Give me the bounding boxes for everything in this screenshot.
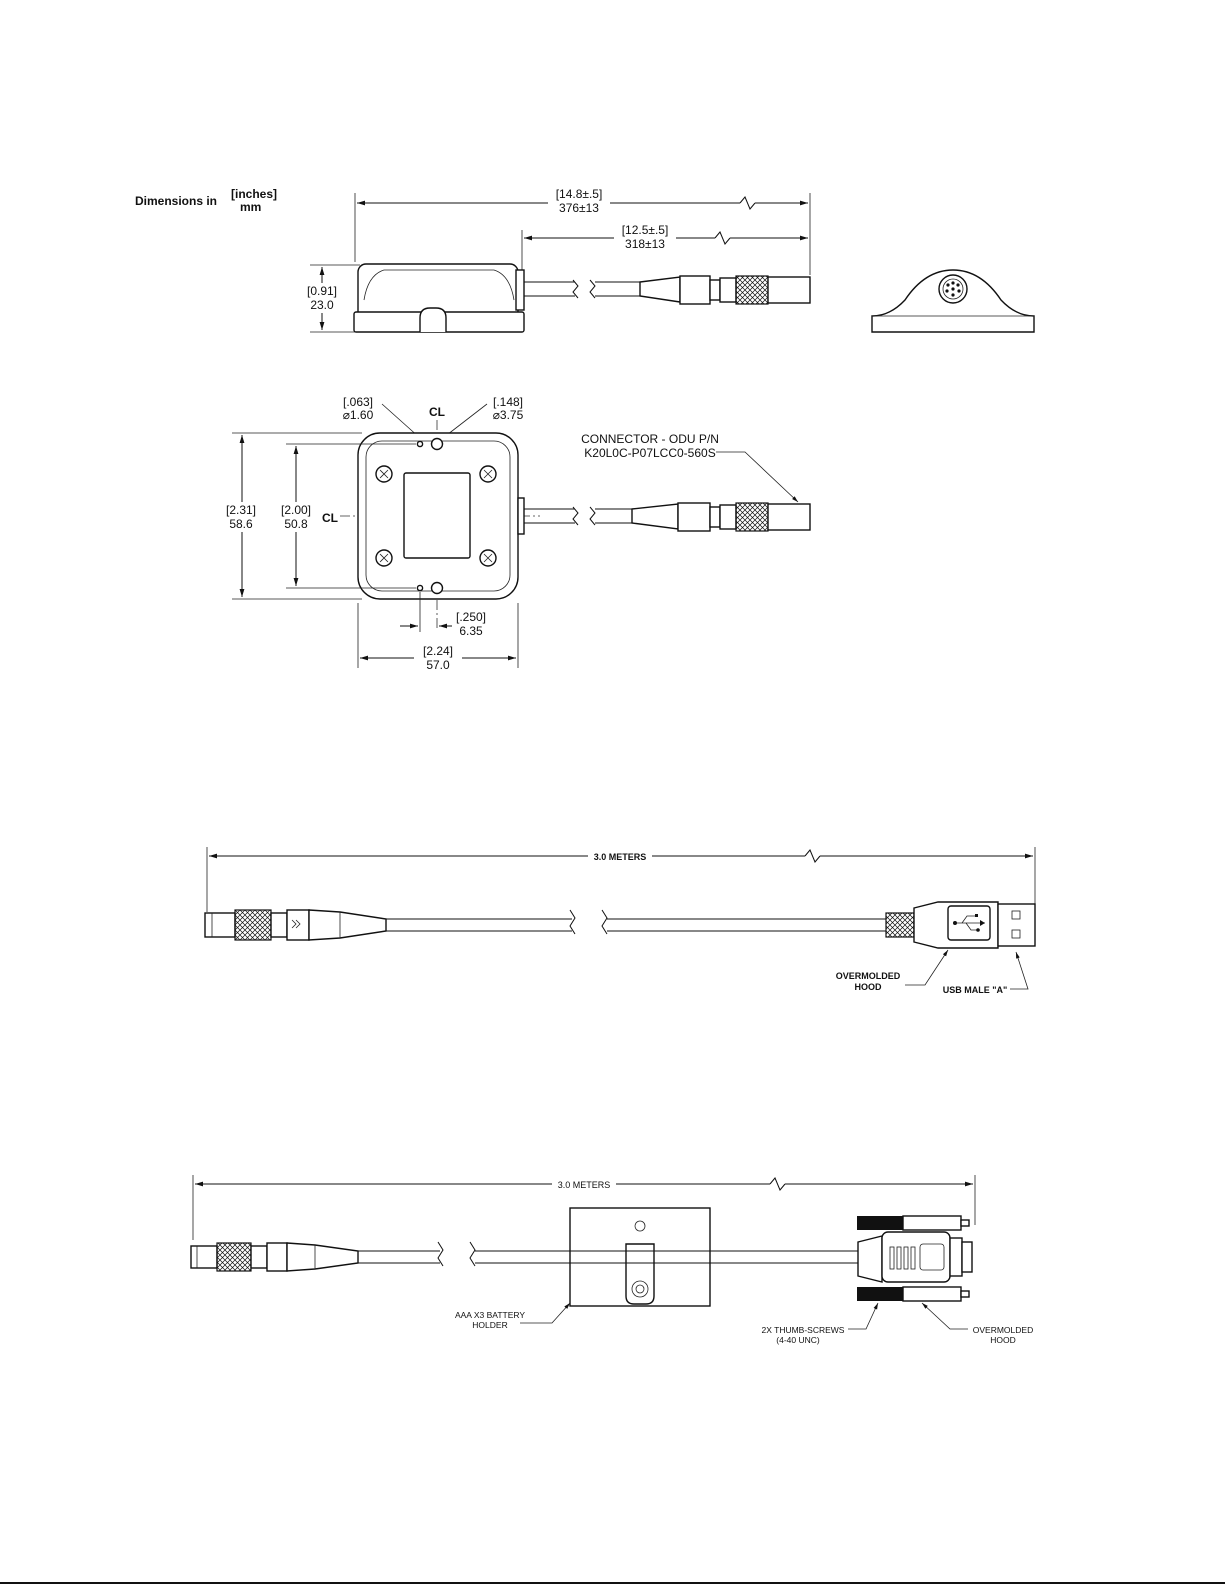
small-hole-mm: ⌀1.60 [342,408,374,422]
connector-label-line1: CONNECTOR - ODU P/N [581,432,719,446]
legend-lower-unit: mm [240,200,262,214]
sensor-end-view [872,270,1034,332]
battery-holder-label-line1: AAA X3 BATTERY [454,1310,526,1320]
thumb-screws-label-line1: 2X THUMB-SCREWS [761,1325,845,1335]
height-inches: [0.91] [306,284,338,298]
usb-hood-label-line1: OVERMOLDED [835,971,901,981]
serial-cable-length: 3.0 METERS [557,1180,611,1190]
sensor-side-view [298,186,810,332]
usb-cable-assembly [205,847,1035,995]
odu-connector [768,504,810,530]
height-mm: 23.0 [310,298,334,312]
usb-male-a-plug [998,904,1035,946]
legend-prefix: Dimensions in [135,194,218,208]
outer-height-mm: 58.6 [229,517,253,531]
usb-male-a-label: USB MALE "A" [942,985,1008,995]
small-hole-inches: [.063] [342,395,374,409]
width-mm: 57.0 [426,658,450,672]
usb-hood-label-line2: HOOD [854,982,882,992]
hole-offset-inches: [.250] [455,610,487,624]
serial-hood-label-line2: HOOD [990,1335,1016,1345]
cable-length-mm: 318±13 [625,237,665,251]
outer-height-inches: [2.31] [225,503,257,517]
horizontal-centerline-symbol: CL [322,511,338,525]
connector-label-line2: K20L0C-P07LCC0-560S [584,446,716,460]
hole-offset-mm: 6.35 [459,624,483,638]
width-inches: [2.24] [422,644,454,658]
large-hole-mm: ⌀3.75 [492,408,524,422]
sensor-window [404,473,470,558]
units-legend [135,187,277,214]
vertical-centerline-symbol: CL [429,405,445,419]
serial-hood-label-line1: OVERMOLDED [972,1325,1034,1335]
cable-length-inches: [12.5±.5] [621,223,669,237]
overall-length-inches: [14.8±.5] [555,187,603,201]
sensor-top-view [218,395,810,673]
legend-upper-unit: [inches] [231,187,278,201]
usb-cable-length: 3.0 METERS [593,852,647,862]
serial-cable-assembly [191,1175,1033,1345]
battery-holder-clip [626,1244,654,1304]
overall-length-mm: 376±13 [559,201,599,215]
large-hole-inches: [.148] [492,395,524,409]
thumb-screws-label-line2: (4-40 UNC) [776,1335,820,1345]
hole-spacing-mm: 50.8 [284,517,308,531]
hole-spacing-inches: [2.00] [280,503,312,517]
battery-holder-label-line2: HOLDER [472,1320,508,1330]
serial-overmolded-hood [858,1236,882,1282]
